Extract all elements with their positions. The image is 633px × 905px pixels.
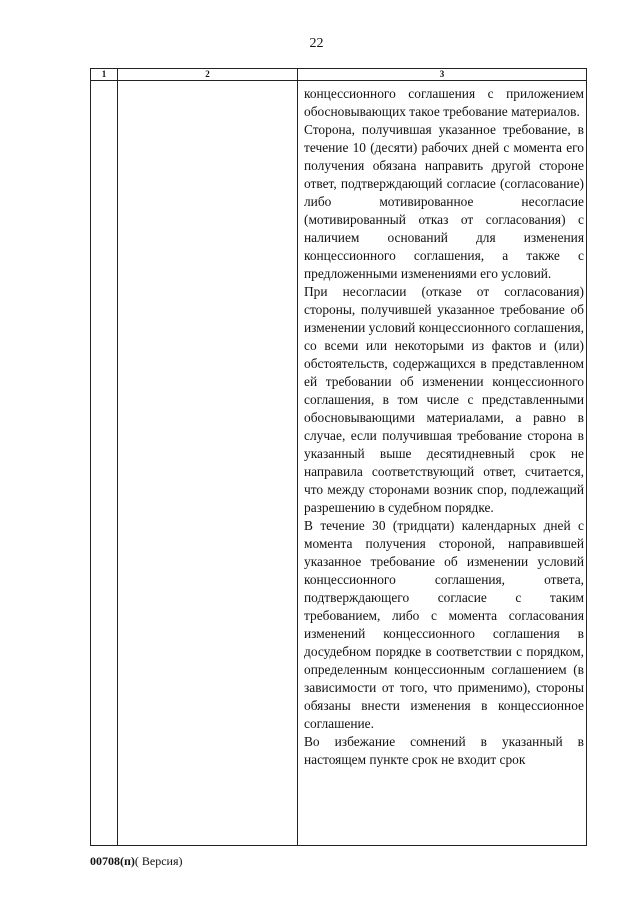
paragraph: В течение 30 (тридцати) календарных дней с момента получения стороной, направившей указанное требование об изменении условий концессионного соглашения, ответа, подтверждающего согласие с таким требованием, либо с момента согласования изменений концессионного соглашения в досудебном порядке в соответствии с порядком, определенным концессионным соглашением (в зависимости от того, что применимо), стороны обязаны внести изменения в концессионное соглашение. bbox=[304, 518, 584, 731]
table-header-row bbox=[91, 69, 587, 81]
column-header-2: 2 bbox=[118, 69, 298, 81]
cell-col1 bbox=[91, 81, 118, 846]
paragraph: При несогласии (отказе от согласования) стороны, получившей указанное требование об изменении условий концессионного соглашения, со всеми или некоторыми из фактов и (или) обстоятельств, содержащихся в представленном ей требовании об изменении концессионного соглашения, в том числе с представленными обосновывающими материалами, а равно в случае, если получившая требование сторона в указанный выше десятидневный срок не направила соответствующий ответ, считается, что между сторонами возник спор, подлежащий разрешению в судебном порядке. bbox=[304, 284, 584, 515]
document-number: 00708(п) bbox=[90, 854, 135, 868]
column-header-1: 1 bbox=[91, 69, 118, 81]
document-code bbox=[90, 854, 183, 869]
cell-text bbox=[298, 81, 586, 769]
cell-col3 bbox=[298, 81, 587, 846]
column-header-3: 3 bbox=[298, 69, 587, 81]
table-row bbox=[91, 81, 587, 846]
paragraph: концессионного соглашения с приложением обосновывающих такое требование материалов. bbox=[304, 86, 584, 119]
document-version: ( Версия) bbox=[134, 854, 183, 868]
cell-col2 bbox=[118, 81, 298, 846]
paragraph: Во избежание сомнений в указанный в настоящем пункте срок не входит срок bbox=[304, 734, 584, 767]
document-table bbox=[90, 68, 587, 846]
page-number: 22 bbox=[309, 36, 324, 51]
paragraph: Сторона, получившая указанное требование, в течение 10 (десяти) рабочих дней с момента его получения обязана направить другой стороне ответ, подтверждающий согласие (согласование) либо мотивированное несогласие (мотивированный отказ от согласования) с наличием оснований для изменения концессионного соглашения, а также с предложенными изменениями его условий. bbox=[304, 122, 584, 281]
